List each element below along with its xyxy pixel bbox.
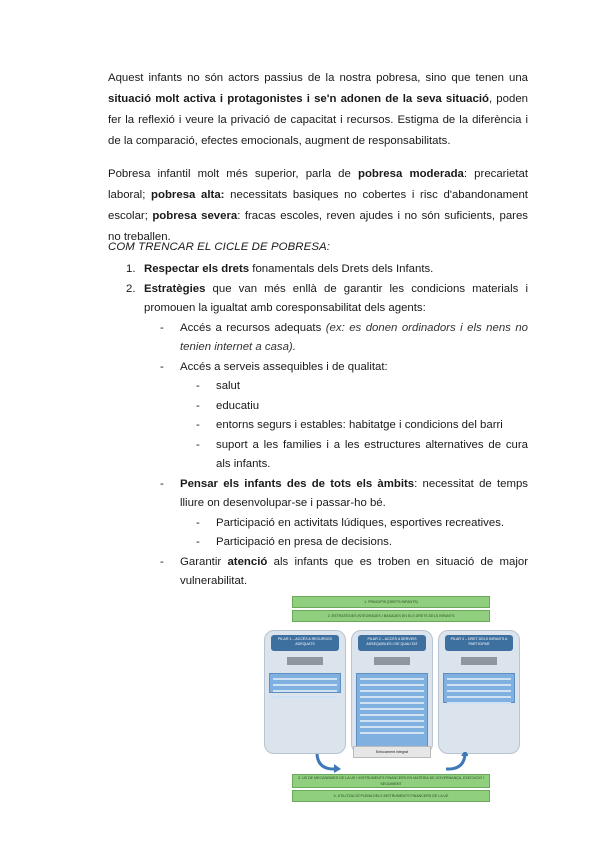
bold-run: pobresa severa [152,210,238,222]
italic-note: (ex: es donen ordinadors i els nens no tenien internet a casa). [180,321,528,353]
list-number: 1. [126,263,136,275]
pillar-body [269,673,341,693]
text-run: Participació en activitats lúdiques, esportives recreatives. [216,516,505,529]
list-item [144,475,528,553]
pillar-tag [461,657,497,665]
pillar-tag [374,657,410,665]
sub-list [144,319,528,592]
text-run: Participació en presa de decisions. [216,536,393,548]
bullet-dash: - [160,555,164,568]
list-item [180,514,528,534]
text-run: , poden fer la reflexió i veure la privació de capacitat i recursos. Estigma de la diferència i de la comparació, efectes emocionals, augment de responsabilitats. [108,93,528,147]
paragraph-children-agency [108,68,528,152]
text-run: necessitats basiques no cobertes i risc d'abandonament escolar; [108,189,528,222]
list-item [180,397,528,417]
text-run: suport a les families i a les estructures alternatives de cura als infants. [216,438,528,470]
diagram-pillar [351,630,433,754]
list-item [108,280,528,592]
text-run: entorns segurs i estables: habitatge i condicions del barri [216,419,503,431]
list-number: 2. [126,282,136,295]
bullet-dash: - [160,360,164,373]
sub-sub-list [180,514,528,553]
diagram-pillar [438,630,520,754]
diagram-bottom-bar: 3. ÚS DE MECANISMES DE LA UE I INSTRUMENTS FINANCERS EN MATÈRIA DE GOVERNANÇA, EXECUCIÓ I SEGUIMENT [292,774,490,788]
bullet-dash: - [160,321,164,334]
bold-run: pobresa moderada [358,168,464,180]
pillar-title: PILAR 3 – DRET DELS INFANTS A PARTICIPAR [445,635,513,651]
text-run: als infants que es troben en situació de major vulnerabilitat. [180,555,528,587]
diagram-pillar [264,630,346,754]
text-run: : necessitat de temps lliure on desenvolupar-se i passar-ho bé. [180,477,528,509]
list-item [144,553,528,592]
list-item [180,377,528,397]
pillar-title: PILAR 2 – ACCÉS A SERVEIS ASSEQUIBLES I DE QUALITAT [358,635,426,651]
bold-run: Respectar els drets [144,263,250,275]
diagram-bottom-bar: 4. UTILITZACIÓ PLENA DELS INSTRUMENTS FINANCERS DE LA UE [292,790,490,802]
pillar-title: PILAR 1 – ACCÉS A RECURSOS ADEQUATS [271,635,339,651]
bullet-dash: - [196,419,200,431]
text-run: : precarietat laboral; [108,168,529,201]
text-run: Garantir [180,555,228,568]
bullet-dash: - [196,438,200,451]
bold-run: situació molt activa i protagonistes i se'n adonen de la seva situació [108,93,489,105]
list-item [144,319,528,358]
bullet-dash: - [196,516,200,529]
sub-sub-list [180,377,528,475]
bullet-dash: - [196,536,200,548]
text-run: salut [216,380,241,392]
list-item [180,533,528,553]
text-run: fonamentals dels Drets dels Infants. [249,263,434,275]
curved-arrow-icon [314,752,342,774]
paragraph-poverty-levels [108,164,528,248]
diagram-top-bar: 2. ESTRATÈGIES INTEGRADES I BASADES EN ELS DRETS DELS INFANTS [292,610,490,622]
diagram-top-bar: 1. PRINCIPIS (DRETS INFANTS) [292,596,490,608]
list-item [180,436,528,475]
list-item [144,358,528,475]
text-run: que van més enllà de garantir les condicions materials i promouen la igualtat amb coresponsabilitat dels agents: [144,282,528,314]
text-run: Accés a serveis assequibles i de qualitat: [180,360,388,373]
bold-run: atenció [227,555,268,568]
list-item [108,260,528,280]
framework-diagram [262,592,520,804]
bullet-dash: - [160,477,164,490]
text-run: Accés a recursos adequats [180,321,326,334]
curved-arrow-icon [440,752,468,774]
pillar-tag [287,657,323,665]
bold-run: pobresa alta: [151,189,225,201]
pillar-body [356,673,428,747]
text-run: educatiu [216,399,260,412]
text-run: Pobresa infantil molt més superior, parla de [108,168,358,180]
bullet-dash: - [196,380,200,392]
strategy-list [108,260,528,592]
text-run: : fracas escoles, reven ajudes i no són suficients, pares no treballen. [108,210,528,243]
bold-run: Estratègies [144,282,206,295]
pillar-body [443,673,515,703]
text-run: Aquest infants no són actors passius de la nostra pobresa, sino que tenen una [108,72,528,84]
diagram-middle-label: Enfocament integrat [353,746,431,758]
bold-run: Pensar els infants des de tots els àmbits [180,477,415,490]
bullet-dash: - [196,399,200,412]
section-heading: COM TRENCAR EL CICLE DE POBRESA: [108,241,330,253]
list-item [180,416,528,436]
